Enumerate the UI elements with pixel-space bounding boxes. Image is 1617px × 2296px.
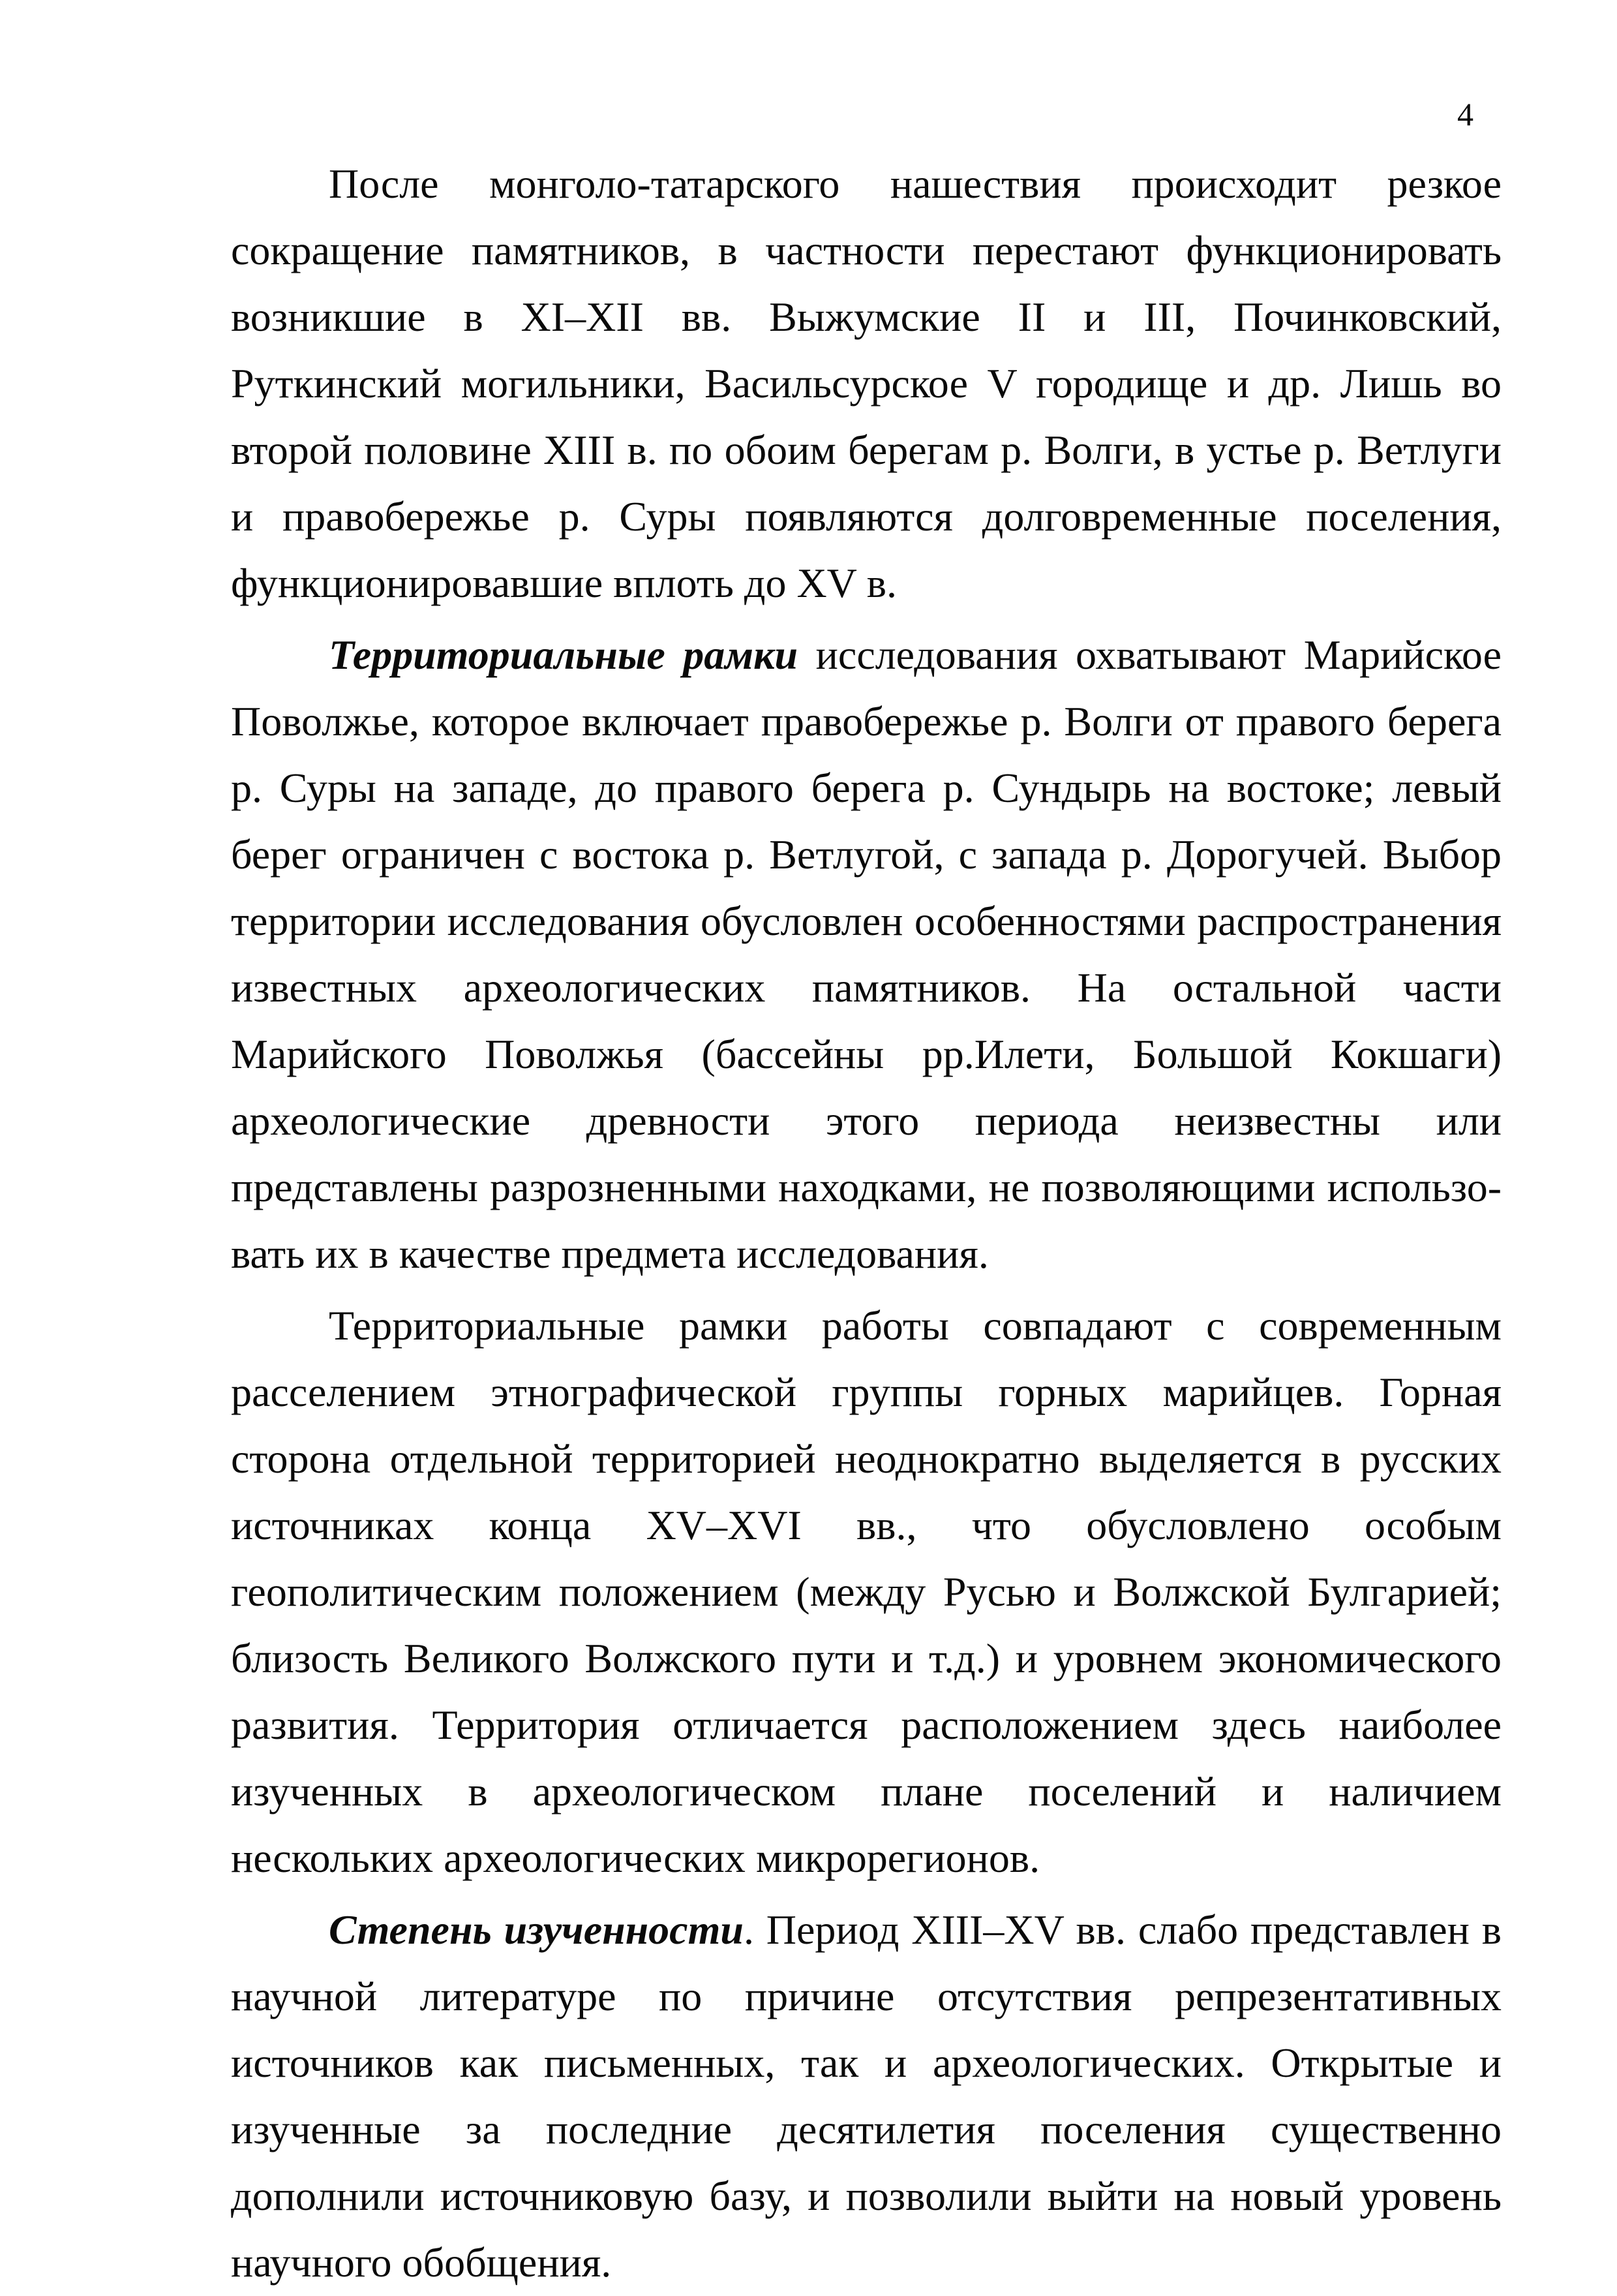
page-number: 4 <box>1457 96 1473 132</box>
paragraph-territorial-scope <box>231 622 1502 1287</box>
document-body <box>231 151 1502 2296</box>
paragraph-degree-of-study <box>231 1897 1502 2296</box>
paragraph-hill-mari <box>231 1293 1502 1891</box>
paragraph-text: Территориальные рамки работы совпадают с современным расселением этнографической группы горных марийцев. Горная сторона отдельной территорией неоднократно выделяется в русских источниках конца XV–XVI вв., что обусловлено особым геополитическим положением (между Русью и Волжской Булгарией; близость Великого Волжского пути и т.д.) и уровнем экономического развития. Территория отличается расположением здесь наиболее изученных в археологическом плане поселений и наличием нескольких археологических микрорегионов. <box>231 1302 1502 1881</box>
section-term-degree-of-study: Степень изученности <box>329 1906 744 1953</box>
paragraph-text: . Период XIII–XV вв. слабо представлен в научной литературе по причине отсутствия репрезентативных источников как письменных, так и археологических. Открытые и изученные за последние десятилетия поселения существенно дополнили источниковую базу, и позволили выйти на новый уровень научного обобщения. <box>231 1906 1502 2286</box>
paragraph-text: исследования охватывают Марийское Поволжье, которое включает правобережье р. Волги от правого берега р. Суры на западе, до правого берега р. Сундырь на востоке; левый берег ограничен с востока р. Ветлугой, с запада р. Дорогучей. Выбор территории исследования обусловлен особенностями распространения известных археологических памятников. На остальной части Марийского Поволжья (бассейны рр.Илети, Большой Кокшаги) археологические древности этого периода неизвестны или представлены разрозненными находками, не позволяющими использовать их в качестве предмета исследования. <box>231 632 1502 1277</box>
section-term-territorial-scope: Территориальные рамки <box>329 632 798 678</box>
paragraph-invasion-aftermath <box>231 151 1502 617</box>
paragraph-text: После монголо-татарского нашествия происходит резкое сокращение памятников, в частности перестают функционировать возникшие в XI–XII вв. Выжумские II и III, Починковский, Руткинский могильники, Васильсурское V городище и др. Лишь во второй половине XIII в. по обоим берегам р. Волги, в устье р. Ветлуги и правобережье р. Суры появляются долговременные поселения, функционировавшие вплоть до XV в. <box>231 161 1502 606</box>
